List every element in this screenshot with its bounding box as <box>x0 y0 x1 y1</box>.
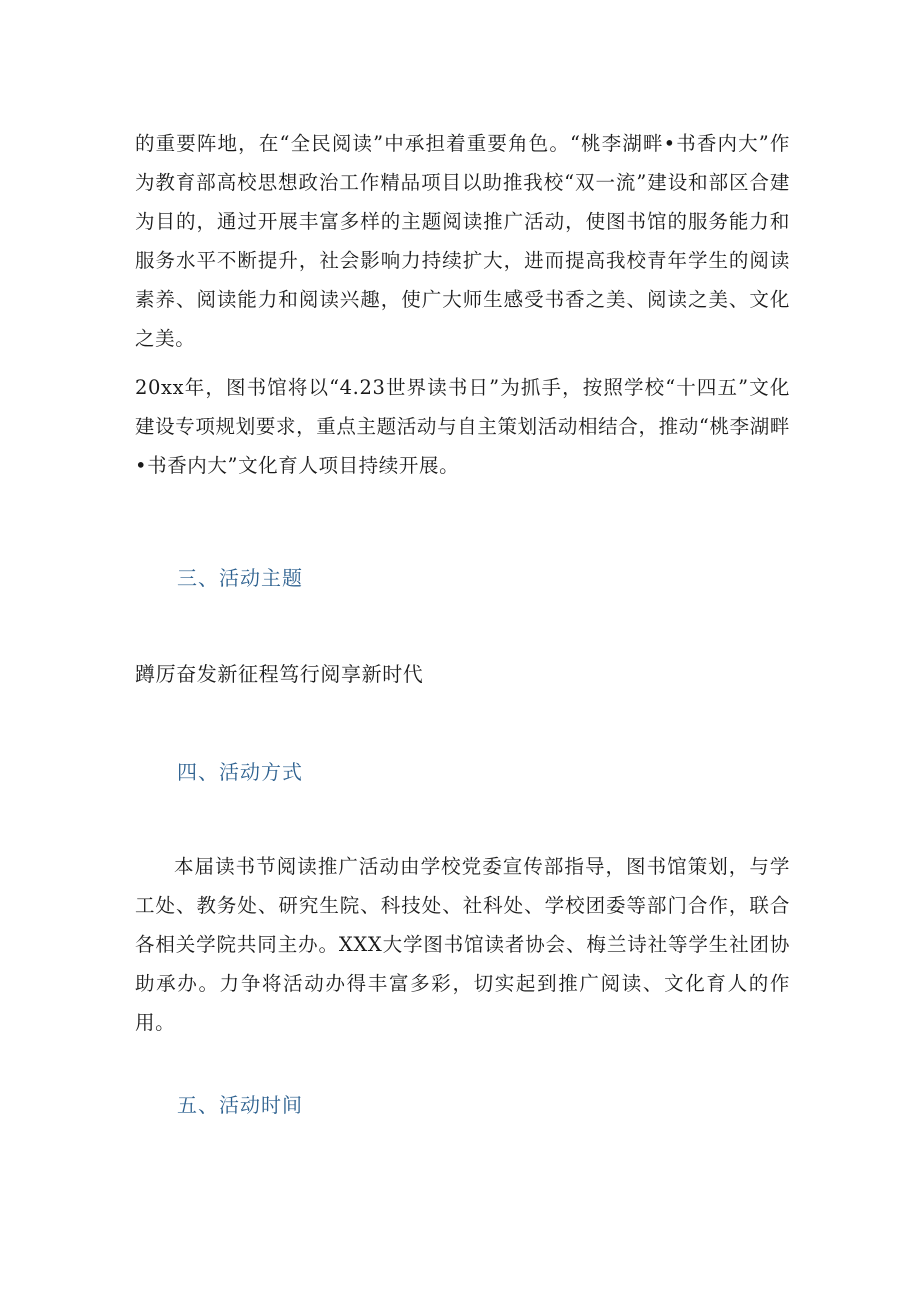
paragraph-method: 本届读书节阅读推广活动由学校党委宣传部指导，图书馆策划，与学工处、教务处、研究生院、科技处、社科处、学校团委等部门合作，联合各相关学院共同主办。XXX大学图书馆读者协会、梅兰诗社等学生社团协助承办。力争将活动办得丰富多彩，切实起到推广阅读、文化育人的作用。 <box>135 855 790 1034</box>
section-heading-theme: 三、活动主题 <box>177 566 303 590</box>
activity-theme: 蹲厉奋发新征程笃行阅享新时代 <box>135 662 424 686</box>
section-heading-method: 四、活动方式 <box>177 760 303 784</box>
section-heading-time: 五、活动时间 <box>177 1093 303 1117</box>
paragraph-plan: 20xx年，图书馆将以“4.23世界读书日”为抓手，按照学校“十四五”文化建设专项规划要求，重点主题活动与自主策划活动相结合，推动“桃李湖畔•书香内大”文化育人项目持续开展。 <box>135 376 790 477</box>
paragraph-intro: 的重要阵地，在“全民阅读”中承担着重要角色。“桃李湖畔•书香内大”作为教育部高校思想政治工作精品项目以助推我校“双一流”建设和部区合建为目的，通过开展丰富多样的主题阅读推广活动，使图书馆的服务能力和服务水平不断提升，社会影响力持续扩大，进而提高我校青年学生的阅读素养、阅读能力和阅读兴趣，使广大师生感受书香之美、阅读之美、文化之美。 <box>135 132 790 350</box>
